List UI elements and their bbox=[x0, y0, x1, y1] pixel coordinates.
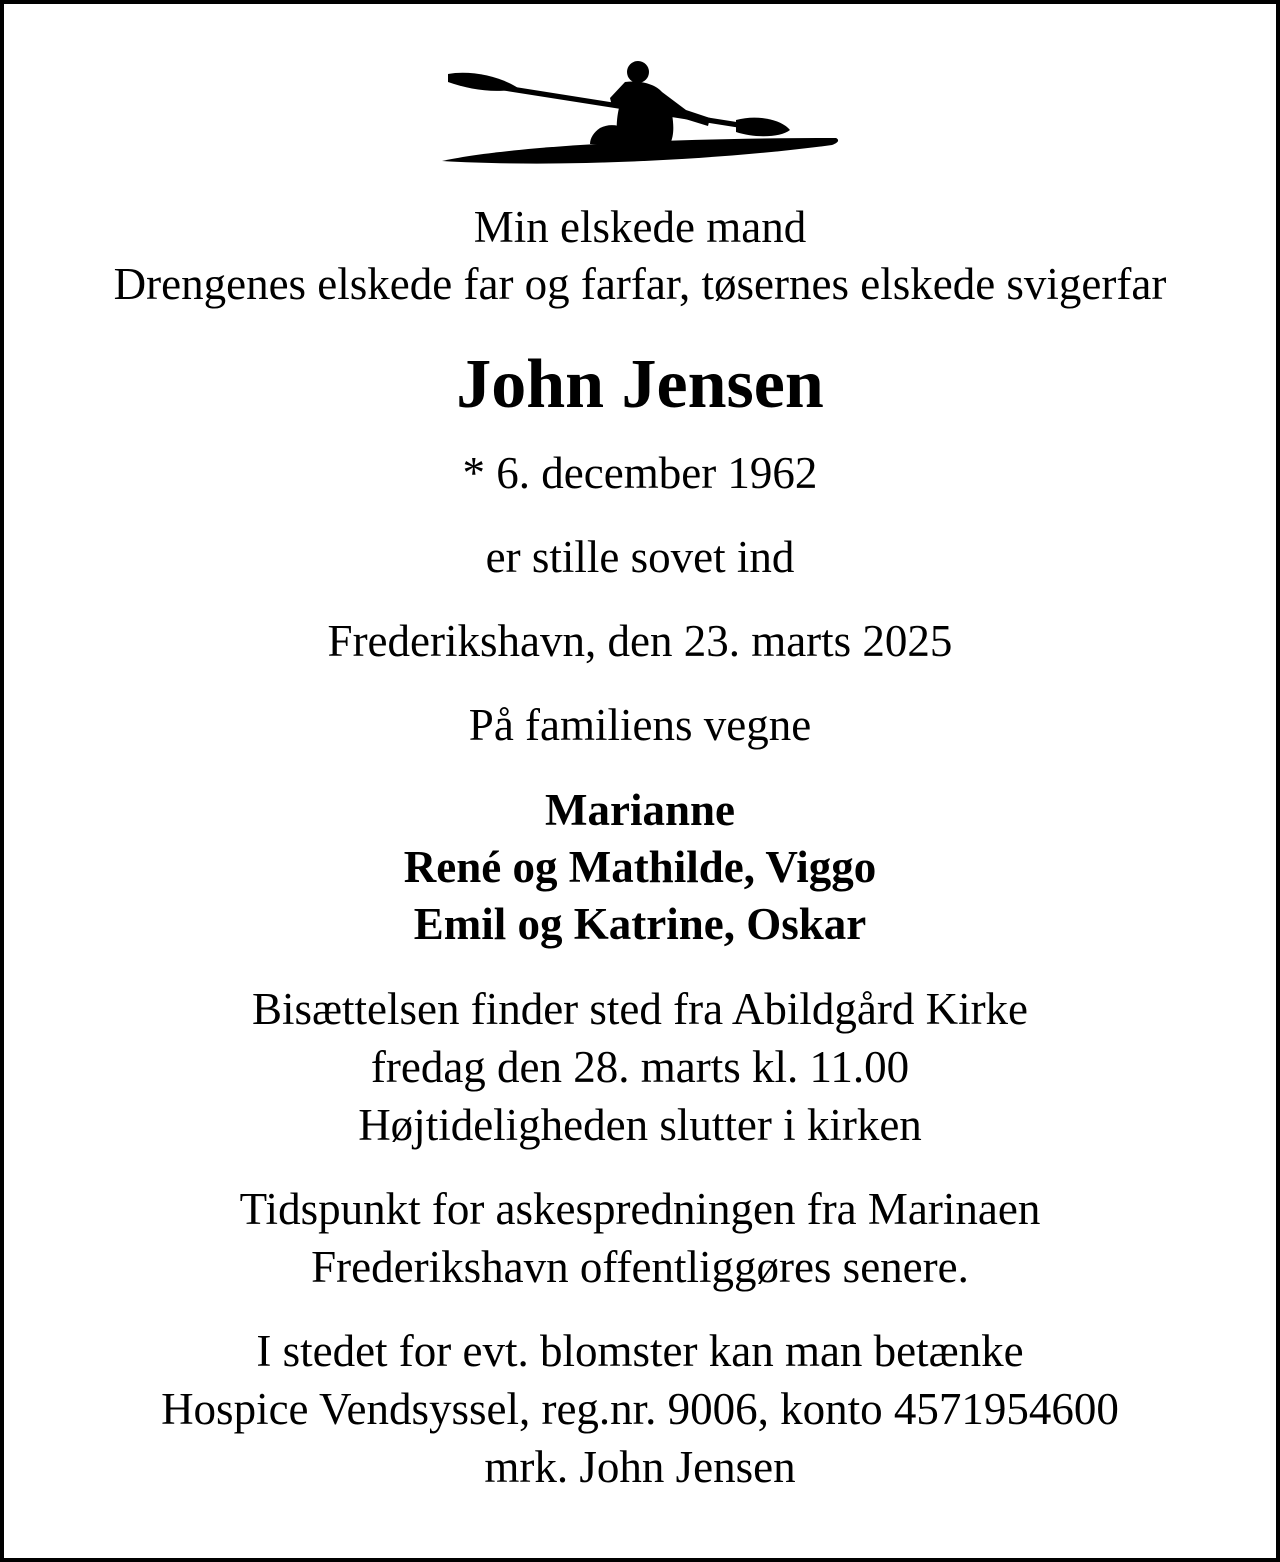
kayak-silhouette-icon bbox=[440, 60, 842, 168]
donation-line: mrk. John Jensen bbox=[484, 1442, 796, 1492]
family-name: Marianne bbox=[545, 785, 735, 835]
funeral-line: Højtideligheden slutter i kirken bbox=[358, 1100, 922, 1150]
ash-scattering-line: Tidspunkt for askespredningen fra Marinaen bbox=[239, 1184, 1041, 1234]
intro-line-2: Drengenes elskede far og farfar, tøsernes elskede svigerfar bbox=[113, 259, 1167, 309]
ash-scattering-line: Frederikshavn offentliggøres senere. bbox=[311, 1242, 969, 1292]
deceased-name: John Jensen bbox=[456, 346, 824, 423]
family-name: Emil og Katrine, Oskar bbox=[413, 899, 867, 949]
place-and-date: Frederikshavn, den 23. marts 2025 bbox=[327, 616, 953, 666]
funeral-line: Bisættelsen finder sted fra Abildgård Kirke bbox=[251, 984, 1029, 1034]
donation-line: Hospice Vendsyssel, reg.nr. 9006, konto 4571954600 bbox=[161, 1384, 1119, 1434]
family-intro: På familiens vegne bbox=[468, 700, 812, 750]
funeral-line: fredag den 28. marts kl. 11.00 bbox=[370, 1042, 910, 1092]
passing-text: er stille sovet ind bbox=[485, 532, 795, 582]
family-name: René og Mathilde, Viggo bbox=[403, 842, 877, 892]
birth-date: * 6. december 1962 bbox=[462, 448, 818, 498]
donation-line: I stedet for evt. blomster kan man betænke bbox=[256, 1326, 1024, 1376]
intro-line-1: Min elskede mand bbox=[473, 202, 807, 252]
